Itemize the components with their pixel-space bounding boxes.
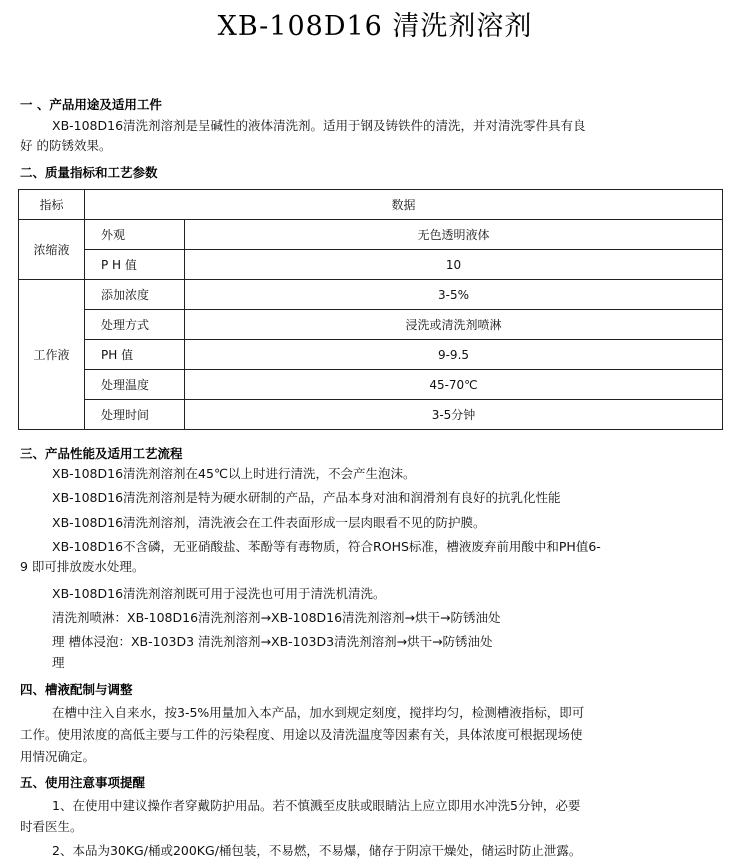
document-title: XB-108D16 清洗剂溶剂 [217, 11, 533, 42]
table-row [19, 220, 723, 250]
table-group-working: 工作液 [19, 280, 85, 430]
table-item: P H 值 [85, 250, 185, 280]
table-item: 处理方式 [85, 310, 185, 340]
section5-heading: 五、使用注意事项提醒 [20, 775, 146, 790]
section3-flow-immersion-end: 理 [52, 655, 65, 670]
table-header-data: 数据 [85, 190, 723, 220]
section2-heading: 二、质量指标和工艺参数 [20, 165, 158, 180]
section3-flow-immersion: 理 槽体浸泡：XB-103D3 清洗剂溶剂→XB-103D3清洗剂溶剂→烘干→防锈油处 [52, 634, 493, 649]
table-value: 9-9.5 [185, 340, 723, 370]
section4-para-line1: 在槽中注入自来水，按3-5%用量加入本产品，加水到规定刻度，搅拌均匀，检测槽液指标，即可 [52, 705, 585, 720]
table-value: 45-70℃ [185, 370, 723, 400]
table-row [19, 340, 723, 370]
table-row [19, 280, 723, 310]
table-value: 3-5% [185, 280, 723, 310]
table-row [19, 370, 723, 400]
section5-item1-line1: 1、在使用中建议操作者穿戴防护用品。若不慎溅至皮肤或眼睛沾上应立即用水冲洗5分钟，必要 [52, 798, 581, 813]
table-row [19, 310, 723, 340]
spec-table [18, 189, 723, 430]
section5-item1-line2: 时看医生。 [20, 819, 83, 834]
table-item: 外观 [85, 220, 185, 250]
section3-para1: XB-108D16清洗剂溶剂在45℃以上时进行清洗，不会产生泡沫。 [52, 466, 416, 481]
section4-heading: 四、槽液配制与调整 [20, 682, 133, 697]
section3-para4-line2: 9 即可排放废水处理。 [20, 559, 145, 574]
section1-heading: 一 、产品用途及适用工件 [20, 97, 162, 112]
table-value: 浸洗或清洗剂喷淋 [185, 310, 723, 340]
table-value: 3-5分钟 [185, 400, 723, 430]
section1-text-line2: 好 的防锈效果。 [20, 138, 112, 153]
table-item: 处理温度 [85, 370, 185, 400]
table-value: 无色透明液体 [185, 220, 723, 250]
table-group-concentrate: 浓缩液 [19, 220, 85, 280]
table-item: 添加浓度 [85, 280, 185, 310]
section3-para2: XB-108D16清洗剂溶剂是特为硬水研制的产品，产品本身对油和润滑剂有良好的抗乳化性能 [52, 490, 561, 505]
section5-item2: 2、本品为30KG/桶或200KG/桶包装，不易燃，不易爆，储存于阴凉干燥处，储运时防止泄露。 [52, 843, 582, 858]
table-item: PH 值 [85, 340, 185, 370]
section3-para5: XB-108D16清洗剂溶剂既可用于浸洗也可用于清洗机清洗。 [52, 586, 386, 601]
table-header-indicator: 指标 [19, 190, 85, 220]
section3-flow-spray: 清洗剂喷淋：XB-108D16清洗剂溶剂→XB-108D16清洗剂溶剂→烘干→防锈油处 [52, 610, 501, 625]
table-row [19, 400, 723, 430]
section4-para-line3: 用情况确定。 [20, 749, 96, 764]
section3-para4-line1: XB-108D16不含磷，无亚硝酸盐、苯酚等有毒物质，符合ROHS标准，槽液废弃前用酸中和PH值6- [52, 539, 601, 554]
section3-heading: 三、产品性能及适用工艺流程 [20, 446, 183, 461]
table-value: 10 [185, 250, 723, 280]
table-header-row [19, 190, 723, 220]
table-item: 处理时间 [85, 400, 185, 430]
section3-para3: XB-108D16清洗剂溶剂，清洗液会在工件表面形成一层肉眼看不见的防护膜。 [52, 515, 486, 530]
section4-para-line2: 工作。使用浓度的高低主要与工件的污染程度、用途以及清洗温度等因素有关，具体浓度可根据现场使 [20, 727, 583, 742]
table-row [19, 250, 723, 280]
section1-text-line1: XB-108D16清洗剂溶剂是呈碱性的液体清洗剂。适用于钢及铸铁件的清洗，并对清洗零件具有良 [52, 118, 586, 133]
